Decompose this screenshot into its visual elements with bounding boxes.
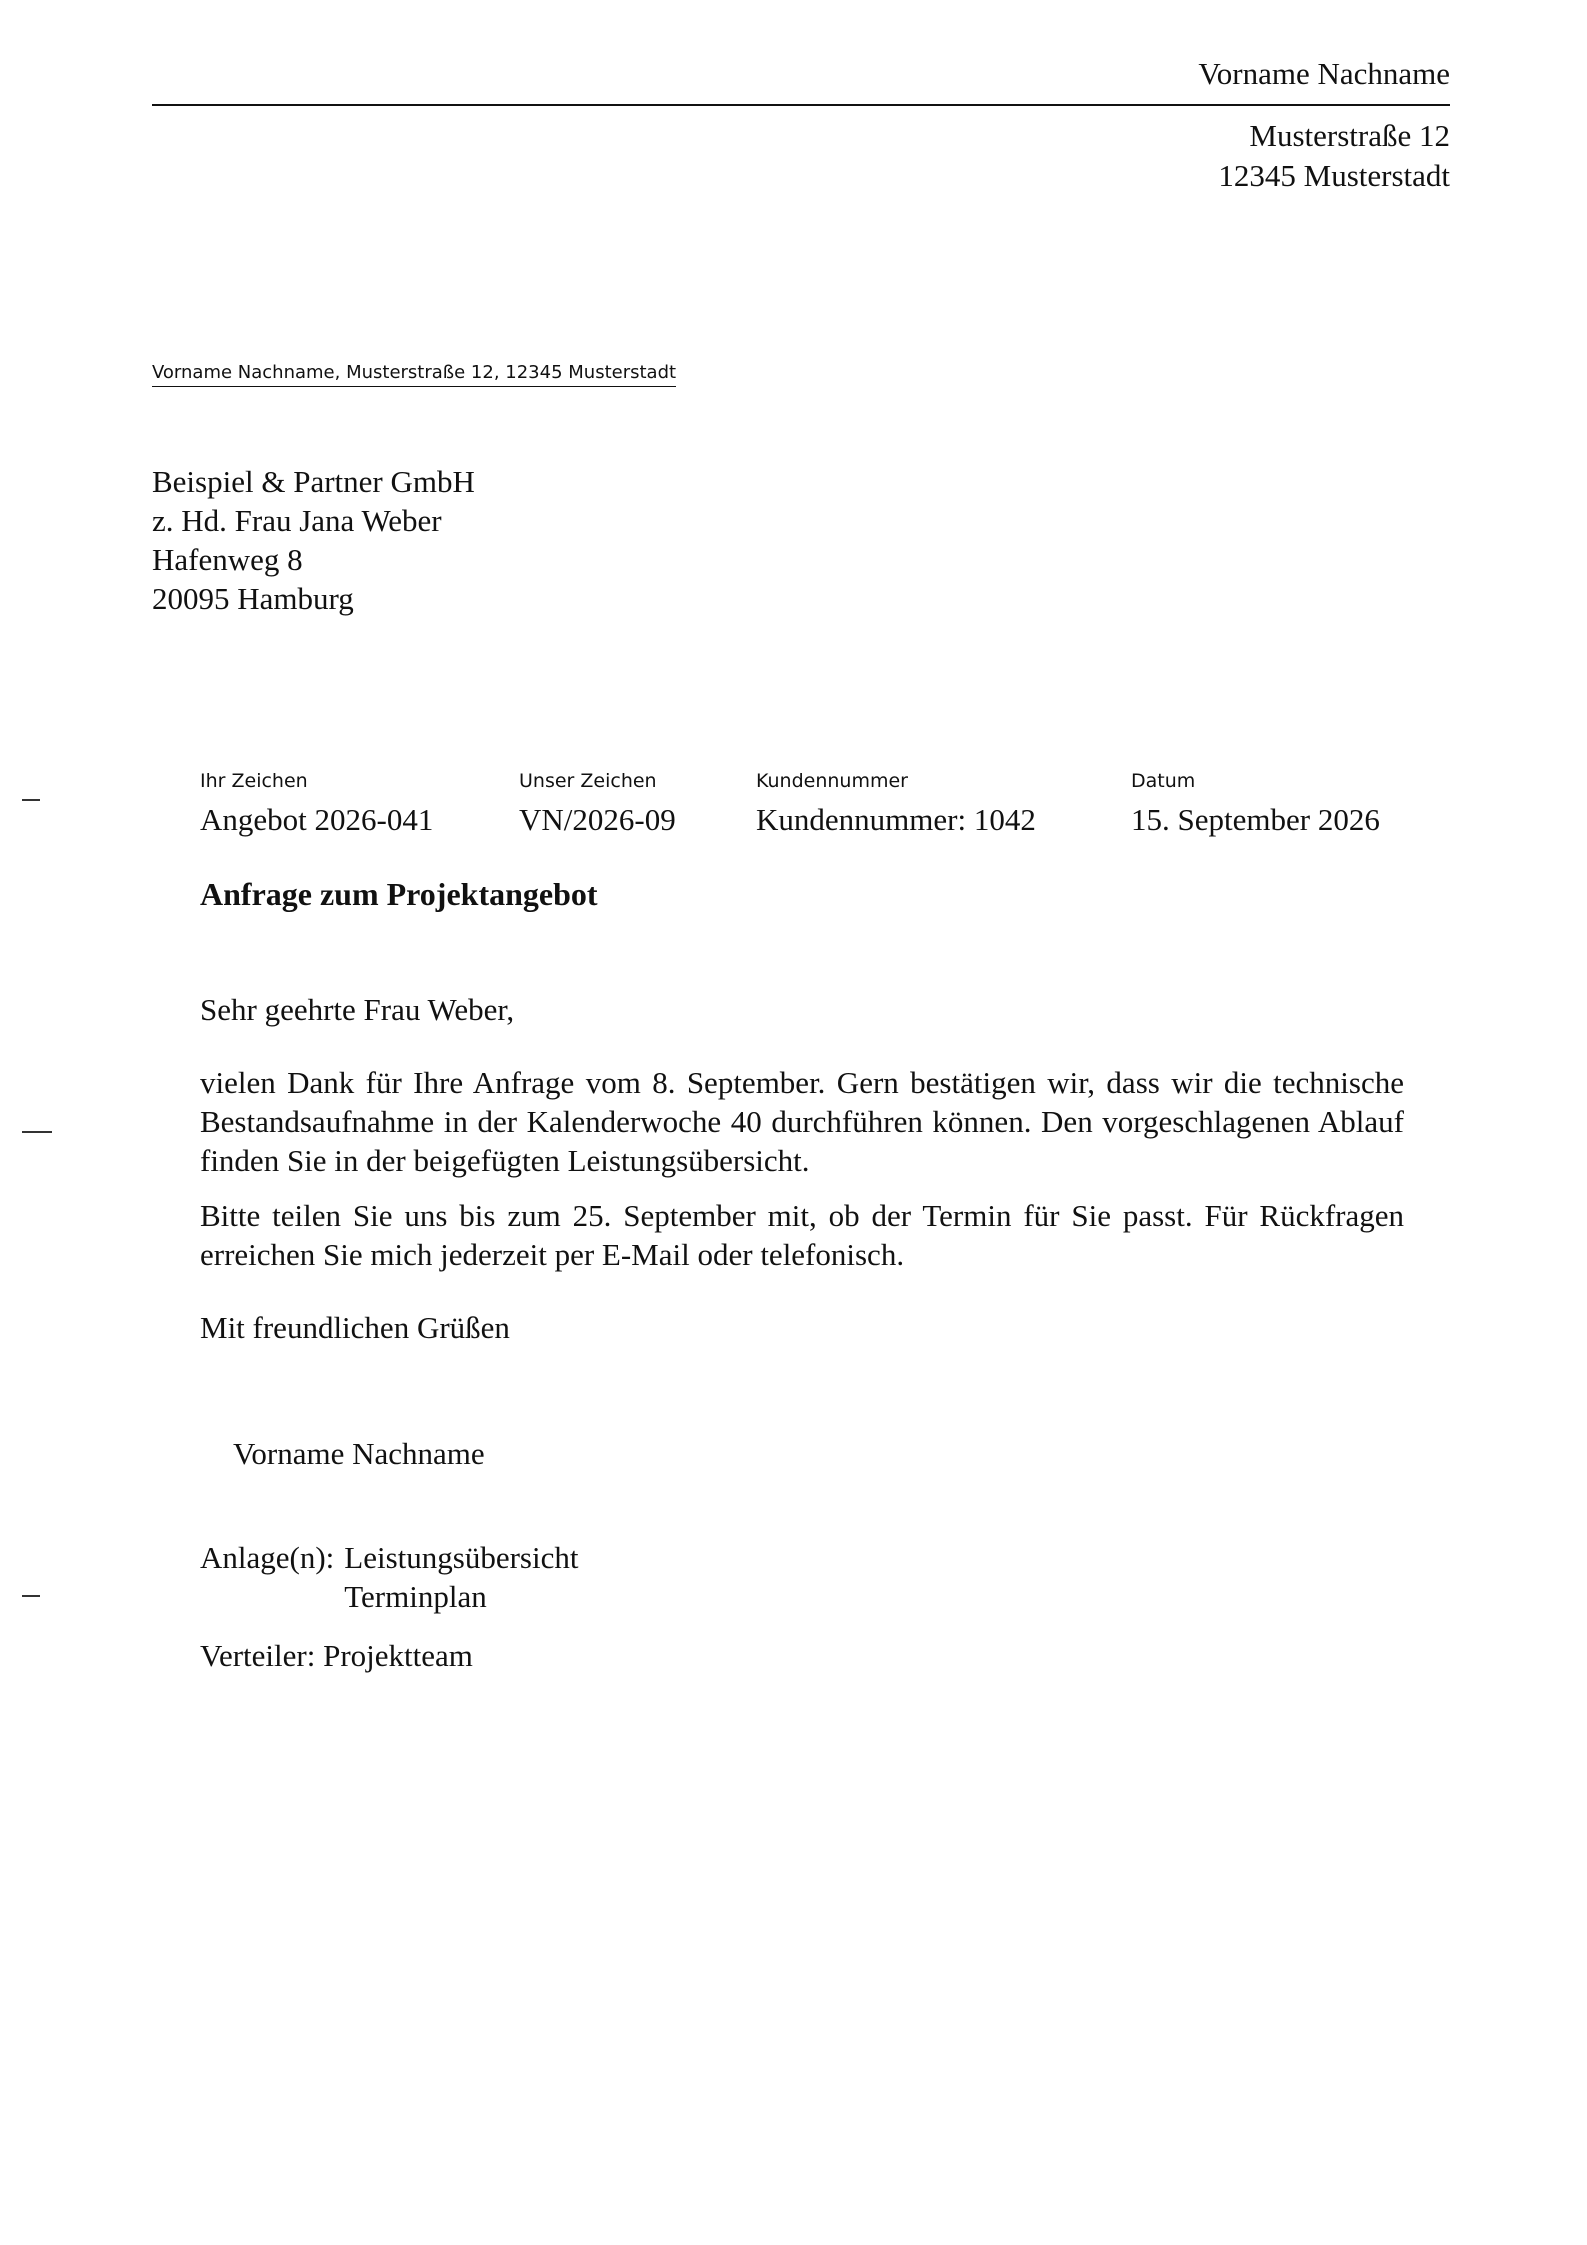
- header-rule: [152, 104, 1450, 106]
- salutation: Sehr geehrte Frau Weber,: [200, 992, 515, 1027]
- ref-label: Datum: [1131, 770, 1196, 792]
- sender-street: Musterstraße 12: [1249, 118, 1450, 153]
- enclosure-item: Leistungsübersicht: [344, 1540, 579, 1575]
- ref-field-unser-zeichen: [519, 770, 676, 838]
- fold-mark-bottom: [22, 1595, 40, 1597]
- enclosures-label: Anlage(n):: [200, 1540, 335, 1575]
- distribution-list: Verteiler: Projektteam: [200, 1638, 473, 1673]
- closing: Mit freundlichen Grüßen: [200, 1310, 510, 1345]
- letter-subject: Anfrage zum Projektangebot: [200, 876, 598, 912]
- ref-value: 15. September 2026: [1131, 802, 1380, 837]
- ref-field-ihr-zeichen: [200, 770, 433, 838]
- ref-field-datum: [1131, 770, 1380, 838]
- ref-label: Ihr Zeichen: [200, 770, 308, 792]
- sender-address: [1218, 116, 1450, 196]
- sender-name: Vorname Nachname: [1198, 56, 1450, 91]
- signature-name: Vorname Nachname: [233, 1436, 485, 1471]
- ref-value: Kundennummer: 1042: [756, 802, 1036, 837]
- ref-value: Angebot 2026-041: [200, 802, 434, 837]
- enclosures-list: [344, 1538, 578, 1616]
- hole-punch-mark: [22, 1131, 52, 1133]
- recipient-address: [152, 462, 475, 618]
- enclosures: [200, 1538, 578, 1616]
- ref-value: VN/2026-09: [519, 802, 676, 837]
- body-paragraph: Bitte teilen Sie uns bis zum 25. September mit, ob der Termin für Sie passt. Für Rückfragen erreichen Sie mich jederzeit per E-Mail oder telefonisch.: [200, 1198, 1404, 1272]
- enclosure-item: Terminplan: [344, 1579, 487, 1614]
- recipient-city: 20095 Hamburg: [152, 581, 354, 616]
- recipient-attention: z. Hd. Frau Jana Weber: [152, 503, 442, 538]
- ref-label: Kundennummer: [756, 770, 908, 792]
- ref-field-kundennummer: [756, 770, 1036, 838]
- body-paragraph: vielen Dank für Ihre Anfrage vom 8. September. Gern bestätigen wir, dass wir die technische Bestandsaufnahme in der Kalenderwoche 40 durchführen können. Den vorgeschlagenen Ablauf finden Sie in der beigefügten Leistungsübersicht.: [200, 1065, 1404, 1178]
- ref-label: Unser Zeichen: [519, 770, 657, 792]
- letter-body: [200, 990, 1404, 1347]
- recipient-company: Beispiel & Partner GmbH: [152, 464, 475, 499]
- fold-mark-top: [22, 799, 40, 801]
- recipient-street: Hafenweg 8: [152, 542, 303, 577]
- return-address-line: Vorname Nachname, Musterstraße 12, 12345 Musterstadt: [152, 362, 676, 387]
- sender-city: 12345 Musterstadt: [1218, 158, 1450, 193]
